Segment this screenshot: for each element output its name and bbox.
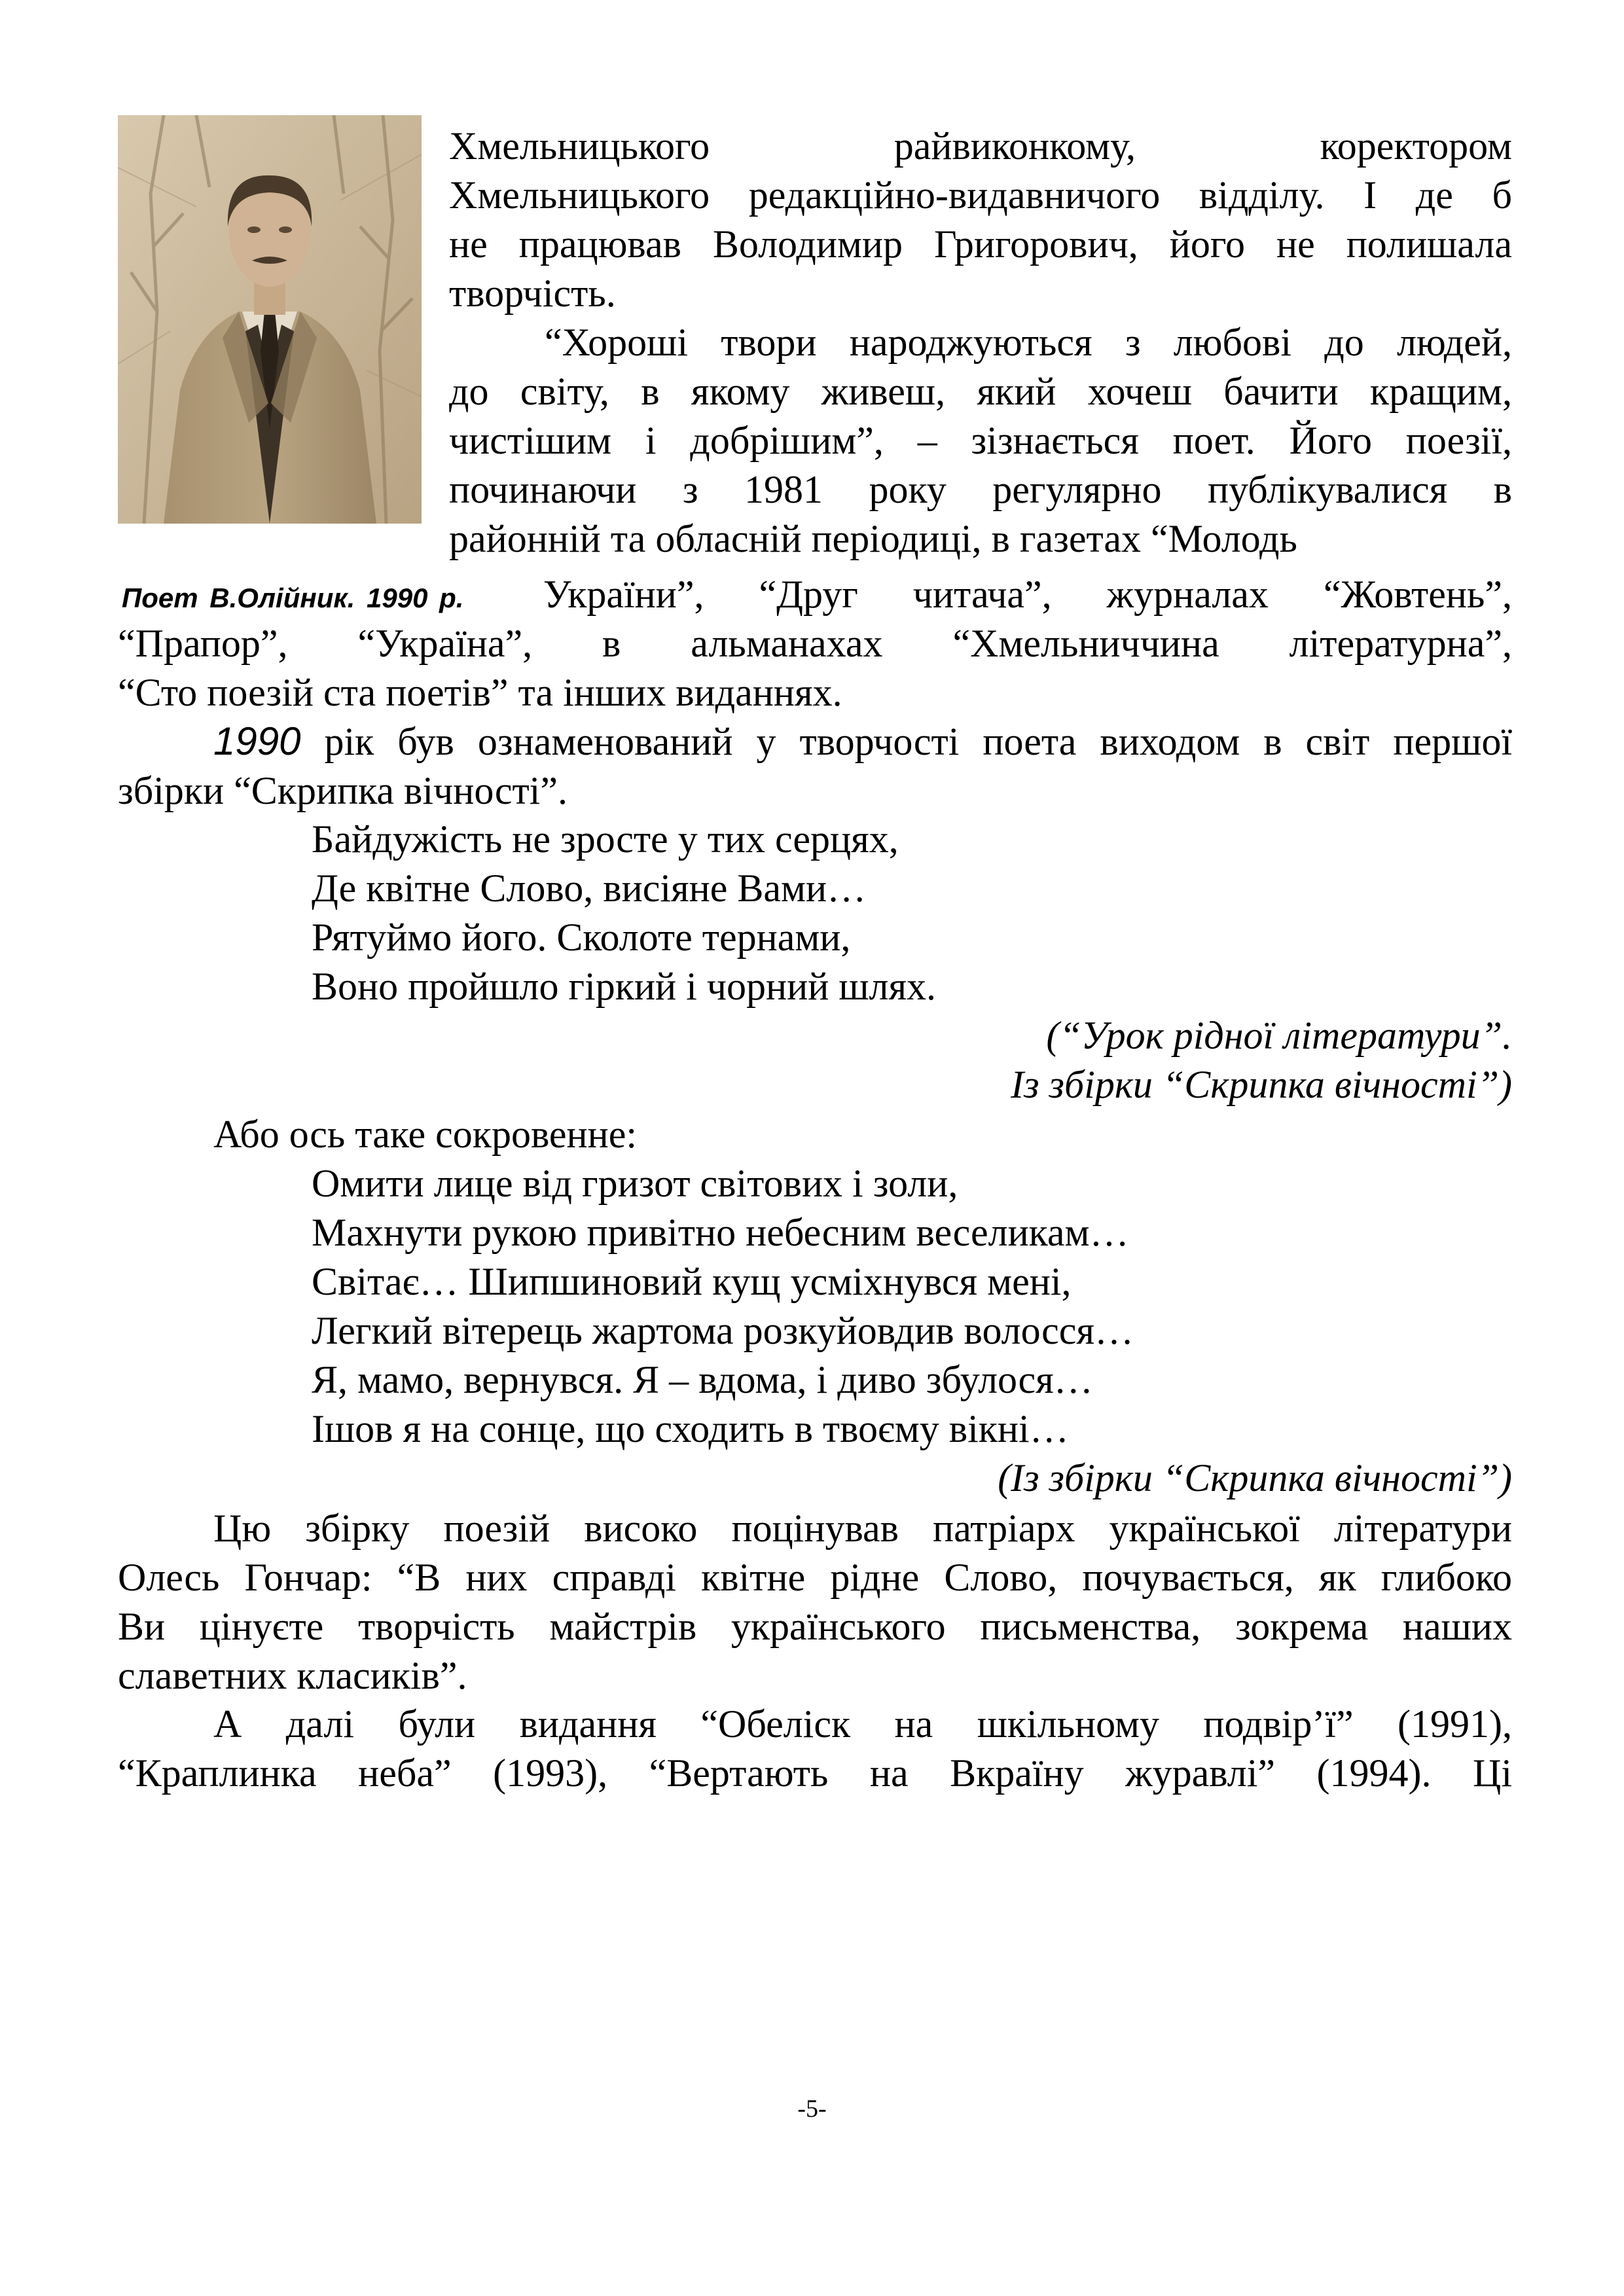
- text-line: Хмельницького редакційно-видавничого відділу. І де б: [449, 173, 1512, 217]
- text-line: чистішим і добрішим”, – зізнається поет. Його поезії,: [449, 419, 1512, 462]
- portrait-photo: [118, 115, 422, 524]
- text-line: збірки “Скрипка вічності”.: [118, 769, 568, 812]
- lead-in-text: Або ось таке сокровенне:: [213, 1113, 638, 1156]
- text-line: Хмельницького райвиконкому, коректором: [449, 124, 1512, 168]
- verse-2: [312, 1159, 1134, 1454]
- text-line: районній та обласній періодиці, в газетах “Молодь: [449, 517, 1297, 560]
- final-paragraph: [118, 1700, 1512, 1798]
- intro-paragraph: [449, 122, 1512, 564]
- text-line: “Хороші твори народжуються з любові до людей,: [545, 321, 1512, 364]
- verse-line: Рятуймо його. Сколоте тернами,: [312, 916, 851, 959]
- text-line-rest: рік був ознаменований у творчості поета виходом в світ першої: [300, 720, 1512, 763]
- text-line: до світу, в якому живеш, який хочеш бачити кращим,: [449, 370, 1512, 413]
- verse-line: Я, мамо, вернувся. Я – вдома, і диво збулося…: [312, 1358, 1093, 1401]
- text-line: Олесь Гончар: “В них справді квітне рідне Слово, почувається, як глибоко: [118, 1556, 1512, 1599]
- paragraph-1990: [118, 717, 1512, 816]
- verse-source: (“Урок рідної літератури”.: [1046, 1014, 1512, 1057]
- portrait-image: [118, 115, 422, 524]
- text-line: “Прапор”, “Україна”, в альманахах “Хмельниччина літературна”,: [118, 622, 1512, 665]
- gonchar-paragraph: [118, 1504, 1512, 1700]
- text-line: “Краплинка неба” (1993), “Вертають на Вкраїну журавлі” (1994). Ці: [118, 1751, 1512, 1795]
- year-1990: 1990: [213, 719, 301, 763]
- verse-line: Воно пройшло гіркий і чорний шлях.: [312, 965, 937, 1008]
- verse-source: (Із збірки “Скрипка вічності”): [998, 1456, 1512, 1499]
- text-line: починаючи з 1981 року регулярно публікувалися в: [449, 468, 1512, 511]
- verse-line: Махнути рукою привітно небесним веселикам…: [312, 1211, 1129, 1254]
- verse-line: Легкий вітерець жартома розкуйовдив волосся…: [312, 1309, 1134, 1352]
- verse-line: Де квітне Слово, висіяне Вами…: [312, 867, 867, 910]
- text-line: не працював Володимир Григорович, його не полишала: [449, 223, 1512, 266]
- text-line: А далі були видання “Обеліск на шкільному подвір’ї” (1991),: [213, 1702, 1512, 1746]
- text-line: “Сто поезій ста поетів” та інших виданнях.: [118, 671, 842, 714]
- verse-line: Омити лице від гризот світових і золи,: [312, 1162, 958, 1205]
- continuation-paragraph: [118, 570, 1512, 717]
- verse-line: Світає… Шипшиновий кущ усміхнувся мені,: [312, 1260, 1072, 1303]
- verse-line: Ішов я на сонце, що сходить в твоєму вікні…: [312, 1407, 1069, 1450]
- text-line: [118, 717, 1512, 766]
- text-line: України”, “Друг читача”, журналах “Жовтень”,: [543, 573, 1512, 616]
- text-line: Ви цінуєте творчість майстрів українського письменства, зокрема наших: [118, 1605, 1512, 1648]
- verse-line: Байдужість не зросте у тих серцях,: [312, 817, 899, 861]
- verse-source: Із збірки “Скрипка вічності”): [1011, 1063, 1512, 1106]
- text-line: творчість.: [449, 272, 616, 315]
- text-line: славетних класиків”.: [118, 1654, 467, 1697]
- page-number: -5-: [797, 2095, 827, 2123]
- verse-1: [312, 815, 936, 1011]
- photo-caption: Поет В.Олійник. 1990 р.: [122, 583, 464, 613]
- text-line: Цю збірку поезій високо поцінував патріарх української літератури: [213, 1507, 1512, 1550]
